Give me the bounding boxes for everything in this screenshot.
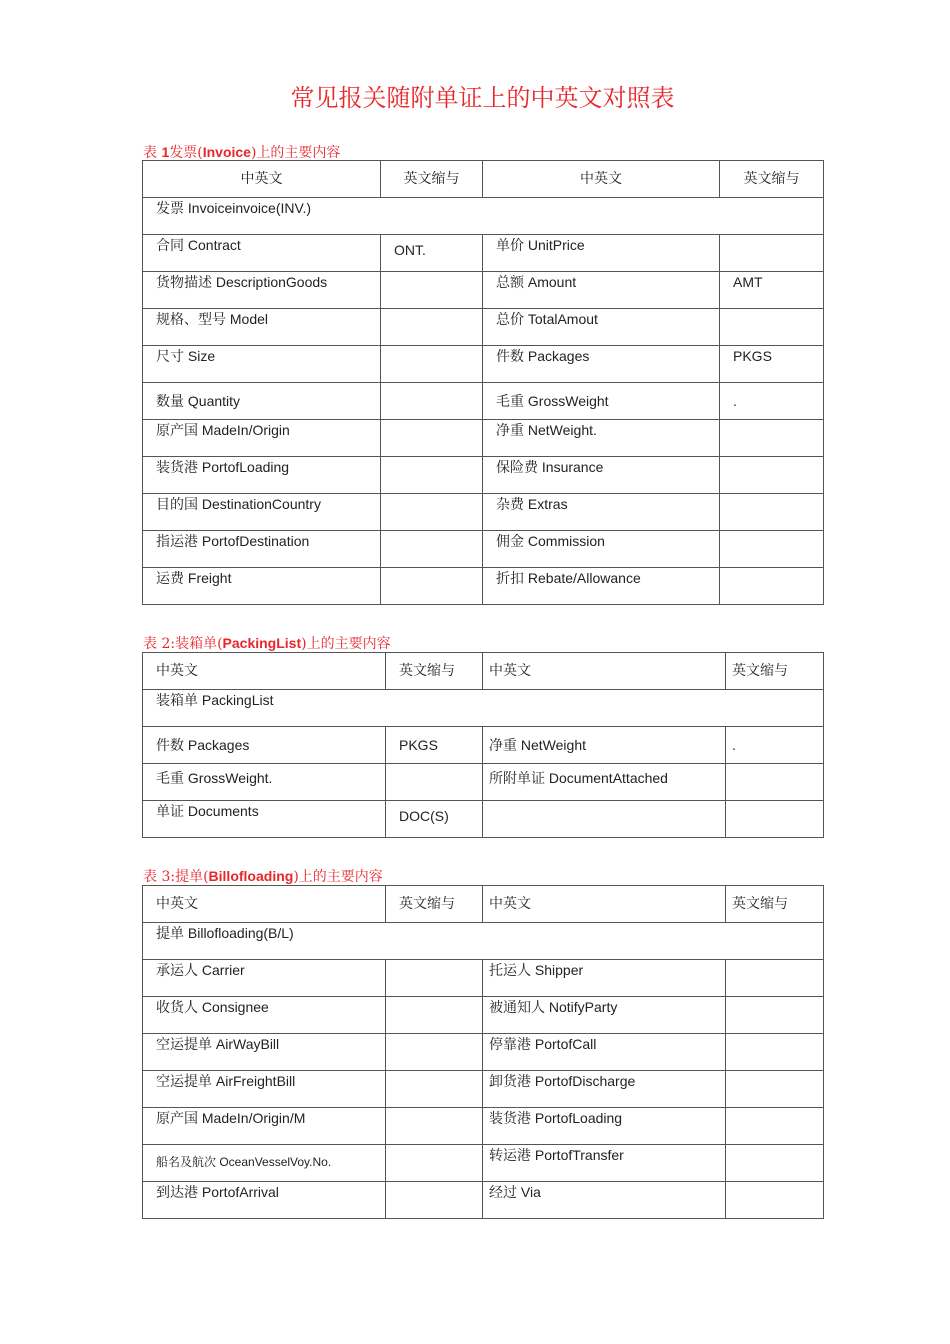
header-cell: 英文缩与 <box>386 886 483 923</box>
span-cell: 提单 Billofloading(B/L) <box>156 925 294 941</box>
header-cell: 英文缩与 <box>726 653 824 690</box>
table-cell: . <box>733 393 737 409</box>
table-cell <box>399 997 482 998</box>
table-cell: 目的国 DestinationCountry <box>156 496 321 512</box>
table-cell <box>394 383 482 392</box>
table-span-row <box>143 198 824 235</box>
table-cell: 货物描述 DescriptionGoods <box>156 274 328 290</box>
table-cell: 总价 TotalAmout <box>496 311 598 327</box>
table-cell: 数量 Quantity <box>156 393 241 409</box>
table-header-row <box>143 886 824 923</box>
table-cell <box>732 1071 823 1072</box>
table-cell <box>394 457 482 458</box>
bill-of-loading-table <box>142 885 824 1219</box>
table-row <box>143 1145 824 1182</box>
table-cell <box>733 494 823 495</box>
table-cell: 原产国 MadeIn/Origin <box>156 422 290 438</box>
table-cell: 指运港 PortofDestination <box>156 533 310 549</box>
table-row <box>143 997 824 1034</box>
table-cell: 总额 Amount <box>496 274 577 290</box>
table-cell: PKGS <box>733 348 772 364</box>
table-cell: 毛重 GrossWeight <box>496 393 609 409</box>
table-cell <box>394 568 482 569</box>
header-cell: 英文缩与 <box>381 161 483 198</box>
table-cell <box>733 309 823 310</box>
table-row <box>143 383 824 420</box>
table-row <box>143 1182 824 1219</box>
table-cell: 原产国 MadeIn/Origin/M <box>156 1110 306 1126</box>
table-cell: 单证 Documents <box>156 803 259 819</box>
table3-caption <box>143 866 383 886</box>
table3-caption-prefix: 表 3:提单( <box>143 869 209 885</box>
table-cell: 空运提单 AirWayBill <box>156 1036 280 1052</box>
table-cell: PKGS <box>399 737 438 753</box>
table-cell <box>732 997 823 998</box>
table-cell: DOC(S) <box>399 808 449 824</box>
table-span-row <box>143 923 824 960</box>
table-cell <box>733 531 823 532</box>
table-row <box>143 309 824 346</box>
table1-caption-suffix: )上的主要内容 <box>250 145 341 161</box>
header-cell: 中英文 <box>483 161 720 198</box>
table-row <box>143 727 824 764</box>
table-cell: 经过 Via <box>489 1184 541 1200</box>
table-row <box>143 346 824 383</box>
header-cell: 英文缩与 <box>386 653 483 690</box>
table-cell <box>394 309 482 310</box>
table-cell: 卸货港 PortofDischarge <box>489 1073 636 1089</box>
table-cell: ONT. <box>394 242 426 258</box>
table-row <box>143 1034 824 1071</box>
table-cell: 收货人 Consignee <box>156 999 269 1015</box>
table-cell <box>394 420 482 421</box>
table-cell: 运费 Freight <box>156 570 232 586</box>
table-row <box>143 1108 824 1145</box>
table-cell <box>394 531 482 532</box>
table-cell: 规格、型号 Model <box>156 311 269 327</box>
table1-caption-prefix: 表 <box>143 145 157 161</box>
table-cell: 单价 UnitPrice <box>496 237 585 253</box>
table-cell: AMT <box>733 274 763 290</box>
table-row <box>143 272 824 309</box>
table-cell: 托运人 Shipper <box>489 962 584 978</box>
table-cell <box>399 1034 482 1035</box>
table1-caption-en: Invoice <box>202 144 251 160</box>
table-cell: . <box>732 737 736 753</box>
table-cell <box>732 1108 823 1109</box>
table-cell <box>394 346 482 347</box>
span-cell: 装箱单 PackingList <box>156 692 274 708</box>
table-row <box>143 494 824 531</box>
table-cell: 杂费 Extras <box>496 496 568 512</box>
table-cell <box>399 960 482 961</box>
table-cell: 保险费 Insurance <box>496 459 604 475</box>
table-row <box>143 568 824 605</box>
invoice-table <box>142 160 824 605</box>
table-cell: 毛重 GrossWeight. <box>156 770 273 786</box>
table-cell: 尺寸 Size <box>156 348 216 364</box>
table-span-row <box>143 690 824 727</box>
table-cell: 船名及航次 OceanVesselVoy.No. <box>156 1155 332 1169</box>
table-row <box>143 960 824 997</box>
table-cell <box>399 764 482 769</box>
table-cell: 装货港 PortofLoading <box>156 459 290 475</box>
header-cell: 中英文 <box>483 653 726 690</box>
header-cell: 中英文 <box>143 886 386 923</box>
table-cell <box>399 1108 482 1109</box>
table-cell: 件数 Packages <box>496 348 590 364</box>
table-cell <box>399 1182 482 1183</box>
table-cell: 空运提单 AirFreightBill <box>156 1073 296 1089</box>
table-cell: 装货港 PortofLoading <box>489 1110 623 1126</box>
header-cell: 英文缩与 <box>720 161 824 198</box>
table2-caption <box>143 633 391 653</box>
table-cell <box>489 801 725 802</box>
table1-caption-num: 1 <box>161 144 170 160</box>
packing-list-table <box>142 652 824 838</box>
table2-caption-prefix: 表 2:装箱单( <box>143 636 223 652</box>
table-row <box>143 1071 824 1108</box>
table-cell <box>399 1145 482 1146</box>
table-header-row <box>143 161 824 198</box>
table-row <box>143 531 824 568</box>
header-cell: 中英文 <box>143 653 386 690</box>
table-cell <box>732 764 823 769</box>
table-cell <box>732 1145 823 1146</box>
table-row <box>143 801 824 838</box>
table-cell: 被通知人 NotifyParty <box>489 999 618 1015</box>
table-cell: 净重 NetWeight. <box>496 422 597 438</box>
table-cell <box>394 494 482 495</box>
table-row <box>143 235 824 272</box>
header-cell: 中英文 <box>143 161 381 198</box>
table-cell: 折扣 Rebate/Allowance <box>496 570 641 586</box>
table-cell <box>732 1034 823 1035</box>
table-cell: 承运人 Carrier <box>156 962 245 978</box>
table-cell: 合同 Contract <box>156 237 241 253</box>
header-cell: 英文缩与 <box>726 886 824 923</box>
table-row <box>143 764 824 801</box>
table-header-row <box>143 653 824 690</box>
table-cell: 所附单证 DocumentAttached <box>489 770 668 786</box>
table-row <box>143 457 824 494</box>
table-cell <box>394 272 482 273</box>
table2-caption-en: PackingList <box>222 635 302 651</box>
table-cell: 到达港 PortofArrival <box>156 1184 279 1200</box>
table-cell <box>732 801 823 802</box>
header-cell: 中英文 <box>483 886 726 923</box>
span-cell: 发票 Invoiceinvoice(INV.) <box>156 200 312 216</box>
table-cell: 停靠港 PortofCall <box>489 1036 597 1052</box>
table1-caption-mid: 发票( <box>169 145 203 161</box>
table-cell <box>732 1182 823 1183</box>
table1-caption <box>143 142 340 162</box>
table-cell <box>733 457 823 458</box>
page-title: 常见报关随附单证上的中英文对照表 <box>290 84 675 112</box>
table2-caption-suffix: )上的主要内容 <box>301 636 391 652</box>
table-cell <box>733 420 823 421</box>
table3-caption-suffix: )上的主要内容 <box>293 869 383 885</box>
table-cell: 转运港 PortofTransfer <box>489 1147 624 1163</box>
table-row <box>143 420 824 457</box>
table3-caption-en: Billofloading <box>208 868 294 884</box>
table-cell: 件数 Packages <box>156 737 250 753</box>
table-cell <box>733 235 823 236</box>
table-cell <box>733 568 823 569</box>
table-cell <box>399 1071 482 1072</box>
table-cell: 净重 NetWeight <box>489 737 586 753</box>
table-cell: 佣金 Commission <box>496 533 605 549</box>
table-cell <box>732 960 823 961</box>
